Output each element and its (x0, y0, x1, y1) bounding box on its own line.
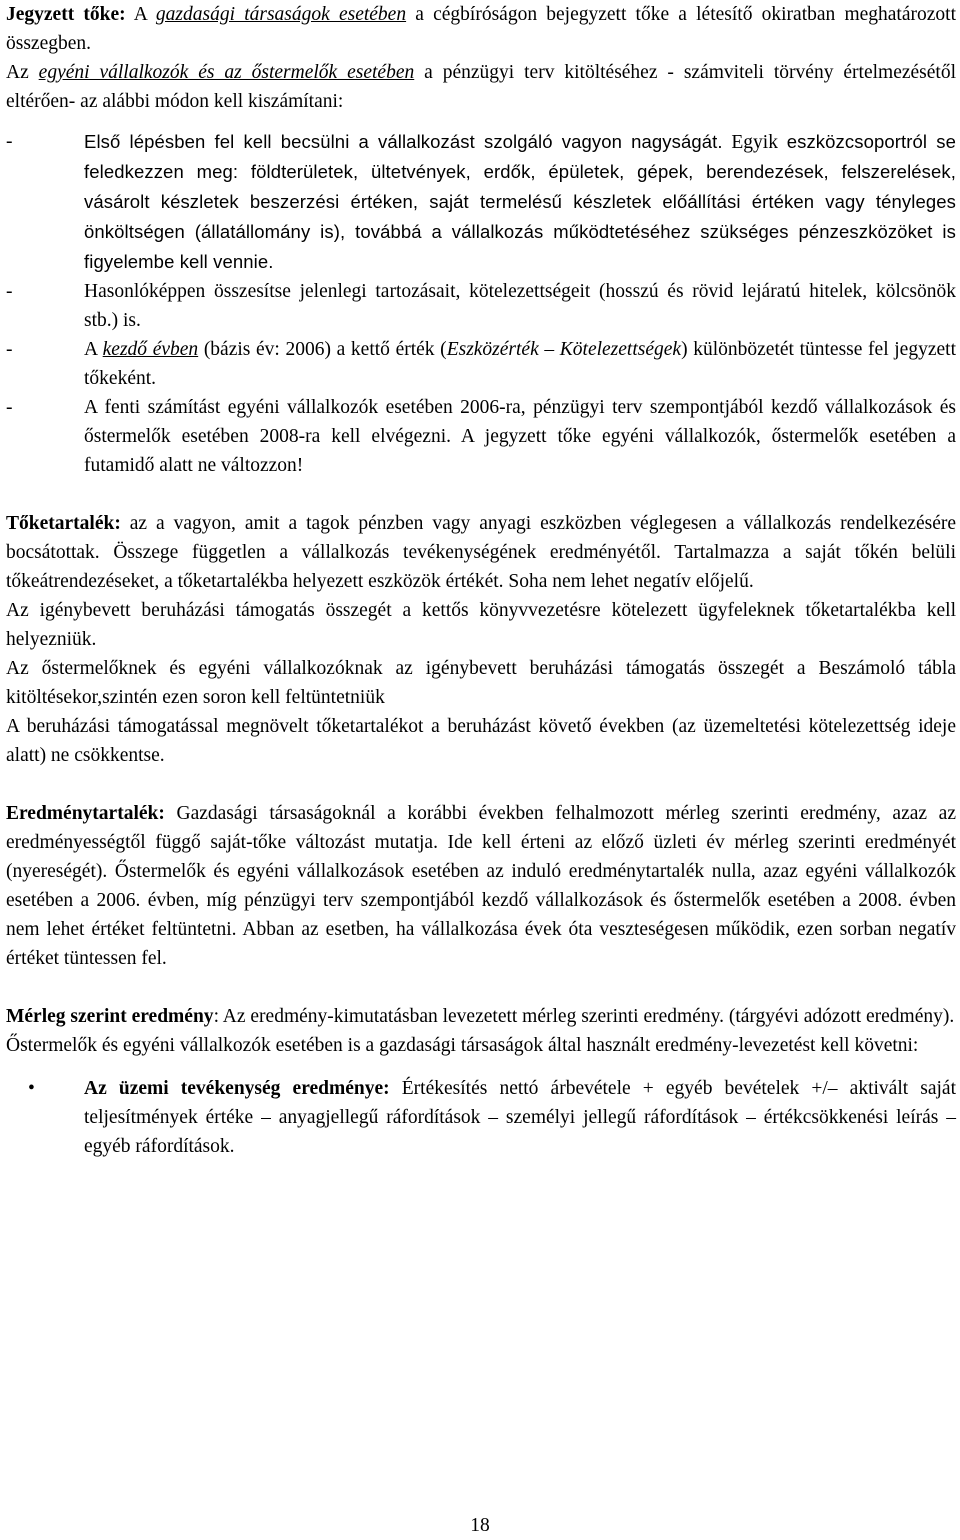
list-item (6, 335, 956, 393)
merleg-szerinti-term: Mérleg szerint eredmény (6, 1006, 214, 1027)
paragraph: Az igénybevett beruházási támogatás összegét a kettős könyvvezetésre kötelezett ügyfeleknek tőketartalékba kell helyezniük. (6, 600, 956, 650)
toketartalek-paragraph (6, 509, 956, 596)
text-span: Gazdasági társaságoknál a korábbi években felhalmozott mérleg szerinti eredmény, azaz az eredményességtől függő saját-tőke változást mutatja. Ide kell érteni az előző üzleti év mérleg szerinti eredményét (nyereségét). Őstermelők és egyéni vállalkozások esetében az induló eredménytartalék nulla, azaz egyéni vállalkozók esetében a 2006. évben, míg pénzügyi terv szempontjából kezdő vállalkozások és őstermelők esetében a 2008. évben nem lehet értéket feltüntetni. Abban az esetben, ha vállalkozása évek óta veszteségesen működik, ezen sorban negatív értéket tüntessen fel. (6, 803, 956, 969)
list-item-text: A (84, 339, 103, 360)
list-item-text: eszközcsoportról se feledkezzen meg: földterületek, ültetvények, erdők, épületek, gépek, berendezések, felszerelések, vásárolt készletek beszerzési értéken, saját termelésű készletek előállítási értéken vagy tényleges önköltségen (állatállomány is), továbbá a vállalkozás működtetéséhez szükséges pénzeszközöket is figyelembe kell vennie. (84, 131, 956, 272)
text-span: a cégbíróságon bejegyzett tőke a létesítő okiratban meghatározott összegben. (6, 4, 956, 54)
list-item (6, 127, 956, 277)
kezdo-evben-link[interactable]: kezdő évben (102, 339, 199, 360)
dash-marker: - (6, 339, 13, 360)
toketartalek-term: Tőketartalék: (6, 513, 121, 534)
spacer (6, 770, 956, 799)
text-span: a pénzügyi terv kitöltéséhez - számviteli törvény értelmezésétől eltérően- az alábbi módon kell kiszámítani: (6, 62, 956, 112)
list-item (6, 1074, 956, 1161)
list-item-italic: Eszközérték – Kötelezettségek (446, 339, 682, 360)
list-item-text: ) különbözetét tüntesse fel jegyzett tőkeként. (84, 339, 956, 389)
list-item-text: (bázis év: 2006) a kettő érték ( (198, 339, 447, 360)
spacer (6, 973, 956, 1002)
dash-marker: - (6, 281, 13, 302)
uzemi-eredmeny-term: Az üzemi tevékenység eredménye: (84, 1078, 390, 1099)
bullet-list (6, 1074, 956, 1161)
bullet-marker: • (28, 1078, 35, 1099)
jegyzett-toke-term: Jegyzett tőke: (6, 4, 126, 25)
text-span: A (125, 4, 156, 25)
page-number: 18 (470, 1515, 490, 1536)
spacer (6, 480, 956, 509)
text-span: az a vagyon, amit a tagok pénzben vagy anyagi eszközben véglegesen a vállalkozás rendelkezésére bocsátottak. Összege független a vállalkozás tevékenységének eredményétől. Tartalmazza a saját tőkén belüli tőkeátrendezéseket, a tőketartalékba helyezett eszközök értékét. Soha nem lehet negatív előjelű. (6, 513, 956, 592)
text-span: : Az eredmény-kimutatásban levezetett mérleg szerinti eredmény. (tárgyévi adózott eredmény). (213, 1006, 955, 1027)
paragraph: Őstermelők és egyéni vállalkozók esetében is a gazdasági társaságok által használt eredmény-levezetést kell követni: (6, 1035, 919, 1056)
list-item (6, 277, 956, 335)
merleg-szerinti-paragraph (6, 1002, 956, 1031)
list-item (6, 393, 956, 480)
egyeni-vallalkozok-link[interactable]: egyéni vállalkozók és az őstermelők esetében (38, 62, 415, 83)
list-item-text: Értékesítés nettó árbevétele + egyéb bevételek +/– aktivált saját teljesítmények értéke – anyagjellegű ráfordítások – személyi jellegű ráfordítások – értékcsökkenési leírás – egyéb ráfordítások. (84, 1078, 956, 1157)
paragraph: A beruházási támogatással megnövelt tőketartalékot a beruházást követő években (az üzemeltetési kötelezettség ideje alatt) ne csökkentse. (6, 716, 956, 766)
calculation-steps-list (6, 127, 956, 480)
paragraph: Az őstermelőknek és egyéni vállalkozóknak az igénybevett beruházási támogatás összegét a Beszámoló tábla kitöltésekor,szintén ezen soron kell feltüntetniük (6, 658, 956, 708)
list-item-text: Hasonlóképpen összesítse jelenlegi tartozásait, kötelezettségeit (hosszú és rövid lejáratú hitelek, kölcsönök stb.) is. (84, 281, 956, 331)
document-page (6, 0, 956, 1161)
list-item-text: Egyik (722, 132, 778, 153)
egyeni-vallalkozok-paragraph (6, 58, 956, 116)
list-item-text: A fenti számítást egyéni vállalkozók esetében 2006-ra, pénzügyi terv szempontjából kezdő vállalkozások és őstermelők esetében 2008-ra kell elvégezni. A jegyzett tőke egyéni vállalkozók, őstermelők esetében a futamidő alatt ne változzon! (84, 397, 956, 476)
eredmenytartalek-paragraph (6, 799, 956, 973)
jegyzett-toke-paragraph (6, 0, 956, 58)
text-span: Az (6, 62, 39, 83)
gazdasagi-tarsasagok-link[interactable]: gazdasági társaságok esetében (155, 4, 407, 25)
eredmenytartalek-term: Eredménytartalék: (6, 803, 165, 824)
list-item-text: Első lépésben fel kell becsülni a vállalkozást szolgáló vagyon nagyságát. (84, 131, 723, 152)
dash-marker: - (6, 131, 13, 152)
dash-marker: - (6, 397, 13, 418)
